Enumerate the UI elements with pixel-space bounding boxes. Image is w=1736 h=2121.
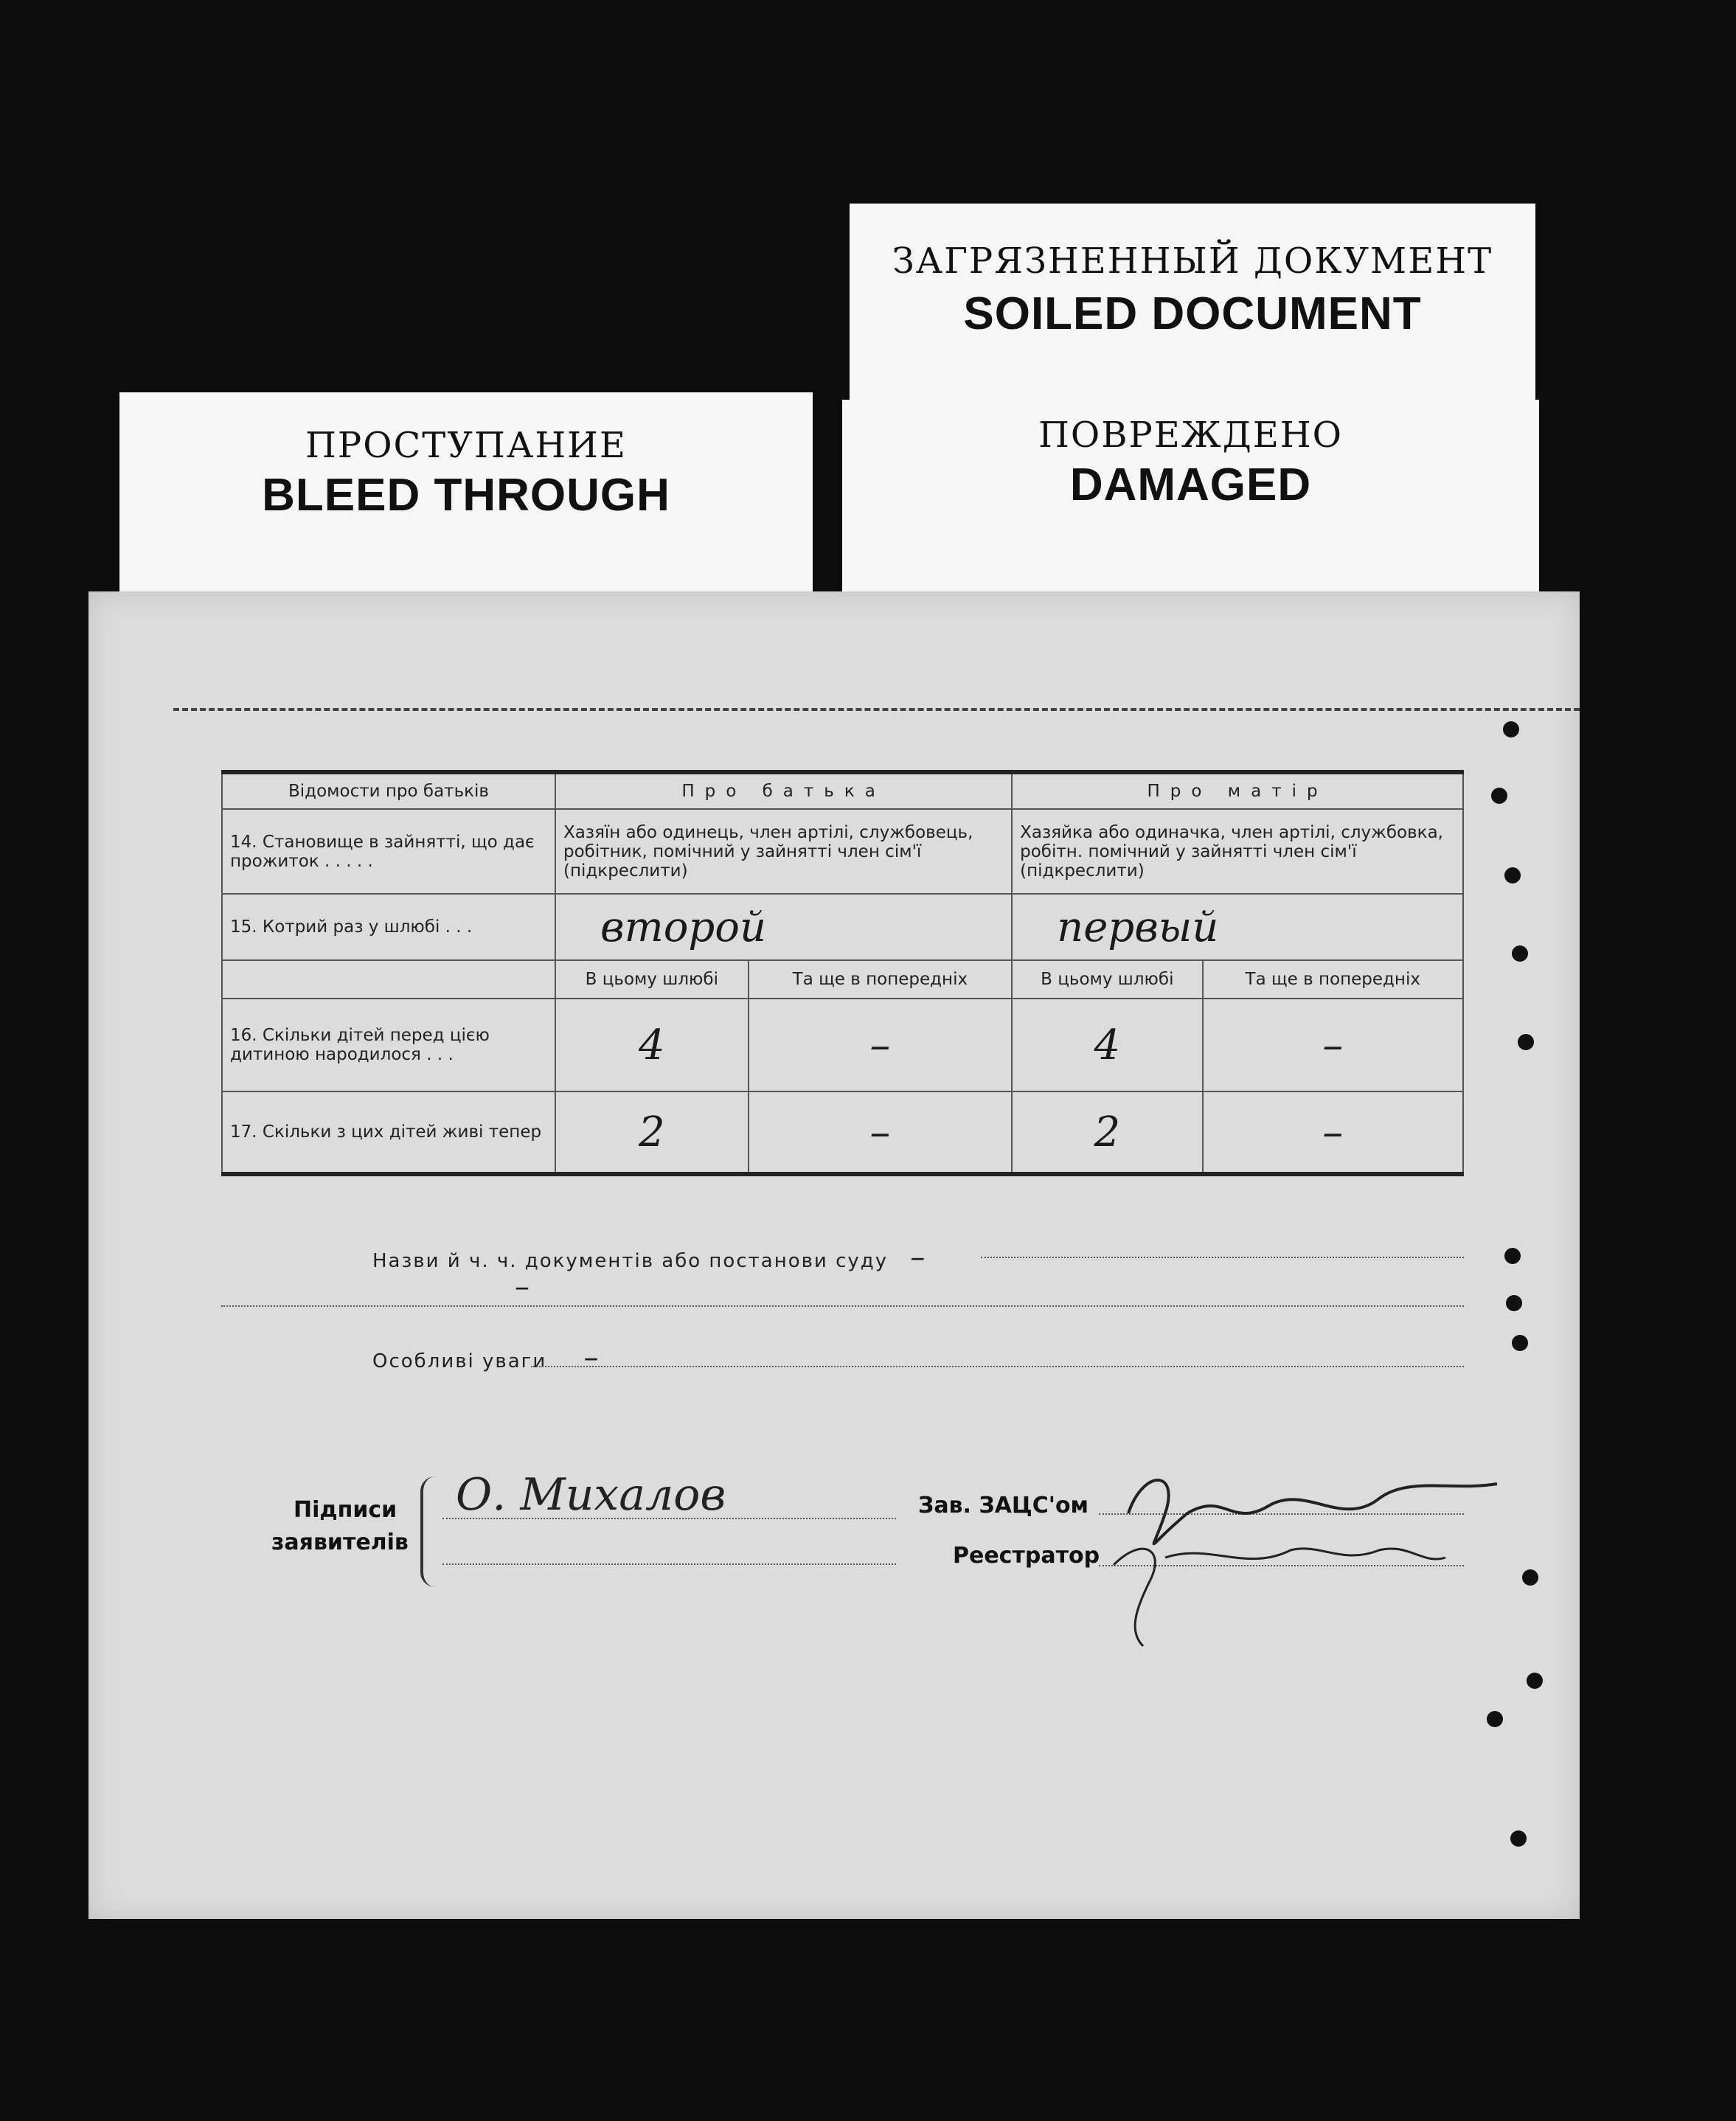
- notes-rule: [531, 1366, 1464, 1367]
- signature-brace: [420, 1476, 444, 1587]
- official-signatures-drawing: [1099, 1462, 1512, 1653]
- bleed-tag-en: BLEED THROUGH: [262, 470, 670, 521]
- row15-mother-value: первый: [1012, 894, 1463, 960]
- applicant-signature: О. Михалов: [456, 1469, 726, 1521]
- notes-label: Особливі уваги: [372, 1350, 547, 1372]
- binder-hole: [1487, 1711, 1503, 1727]
- header-about-mother: Про матір: [1012, 772, 1463, 809]
- subheader-father-prev: Та ще в попередніх: [749, 960, 1013, 999]
- row16-mother-prev: –: [1203, 999, 1464, 1091]
- binder-hole: [1512, 945, 1528, 962]
- perforation-line: [173, 708, 1580, 711]
- applicant-rule-1: [442, 1518, 896, 1519]
- notes-value: –: [583, 1341, 600, 1375]
- header-about-father: Про батька: [555, 772, 1012, 809]
- subheader-blank: [222, 960, 555, 999]
- soiled-tag-en: SOILED DOCUMENT: [963, 288, 1422, 339]
- soiled-document-tag: [850, 204, 1535, 417]
- form-sheet: [88, 591, 1580, 1919]
- damaged-tag-ru: ПОВРЕЖДЕНО: [1038, 414, 1344, 456]
- signatures-label-1: Підписи: [294, 1497, 397, 1523]
- row17-father-this: 2: [555, 1091, 749, 1174]
- row16-father-this: 4: [555, 999, 749, 1091]
- bleed-tag-ru: ПРОСТУПАНИЕ: [305, 425, 627, 466]
- subheader-mother-prev: Та ще в попередніх: [1203, 960, 1464, 999]
- row16-mother-this: 4: [1012, 999, 1202, 1091]
- documents-rule: [981, 1257, 1464, 1258]
- row17-father-prev: –: [749, 1091, 1013, 1174]
- applicant-rule-2: [442, 1563, 896, 1565]
- documents-label: Назви й ч. ч. документів або постанови суду: [372, 1250, 889, 1272]
- row17-mother-this: 2: [1012, 1091, 1202, 1174]
- binder-hole: [1503, 721, 1519, 737]
- notes-row: [221, 1341, 1615, 1375]
- documents-value: –: [910, 1240, 927, 1274]
- row14-father-options: Хазяїн або одинець, член артілі, службовець, робітник, помічний у зайнятті член сім'ї (підкреслити): [555, 809, 1012, 894]
- row17-label: 17. Скільки з цих дітей живі тепер: [222, 1091, 555, 1174]
- header-parents-info: Відомости про батьків: [222, 772, 555, 809]
- row15-label: 15. Котрий раз у шлюбі . . .: [222, 894, 555, 960]
- row14-label: 14. Становище в зайнятті, що дає прожиток . . . . .: [222, 809, 555, 894]
- parents-info-table: [221, 770, 1464, 1176]
- row17-mother-prev: –: [1203, 1091, 1464, 1174]
- binder-hole: [1491, 788, 1507, 804]
- row15-father-value: второй: [555, 894, 1012, 960]
- binder-hole: [1506, 1295, 1522, 1311]
- damaged-tag-en: DAMAGED: [1069, 459, 1312, 510]
- binder-hole: [1510, 1830, 1527, 1847]
- zags-head-label: Зав. ЗАЦС'ом: [918, 1493, 1089, 1518]
- row14-mother-options: Хазяйка або одиначка, член артілі, службовка, робітн. помічний у зайнятті член сім'ї (підкреслити): [1012, 809, 1463, 894]
- soiled-tag-ru: ЗАГРЯЗНЕННЫЙ ДОКУМЕНТ: [892, 240, 1493, 282]
- binder-hole: [1527, 1673, 1543, 1689]
- row16-label: 16. Скільки дітей перед цією дитиною народилося . . .: [222, 999, 555, 1091]
- subheader-mother-this: В цьому шлюбі: [1012, 960, 1202, 999]
- damaged-tag: [842, 400, 1539, 599]
- binder-hole: [1518, 1034, 1534, 1050]
- signatures-label-2: заявителів: [271, 1530, 409, 1555]
- documents-value-2: –: [515, 1270, 530, 1304]
- bleed-through-tag: [119, 392, 813, 606]
- documents-rule-2: [221, 1305, 1464, 1307]
- binder-hole: [1504, 867, 1521, 884]
- registrar-label: Реестратор: [953, 1543, 1100, 1569]
- subheader-father-this: В цьому шлюбі: [555, 960, 749, 999]
- row16-father-prev: –: [749, 999, 1013, 1091]
- binder-hole: [1522, 1569, 1538, 1586]
